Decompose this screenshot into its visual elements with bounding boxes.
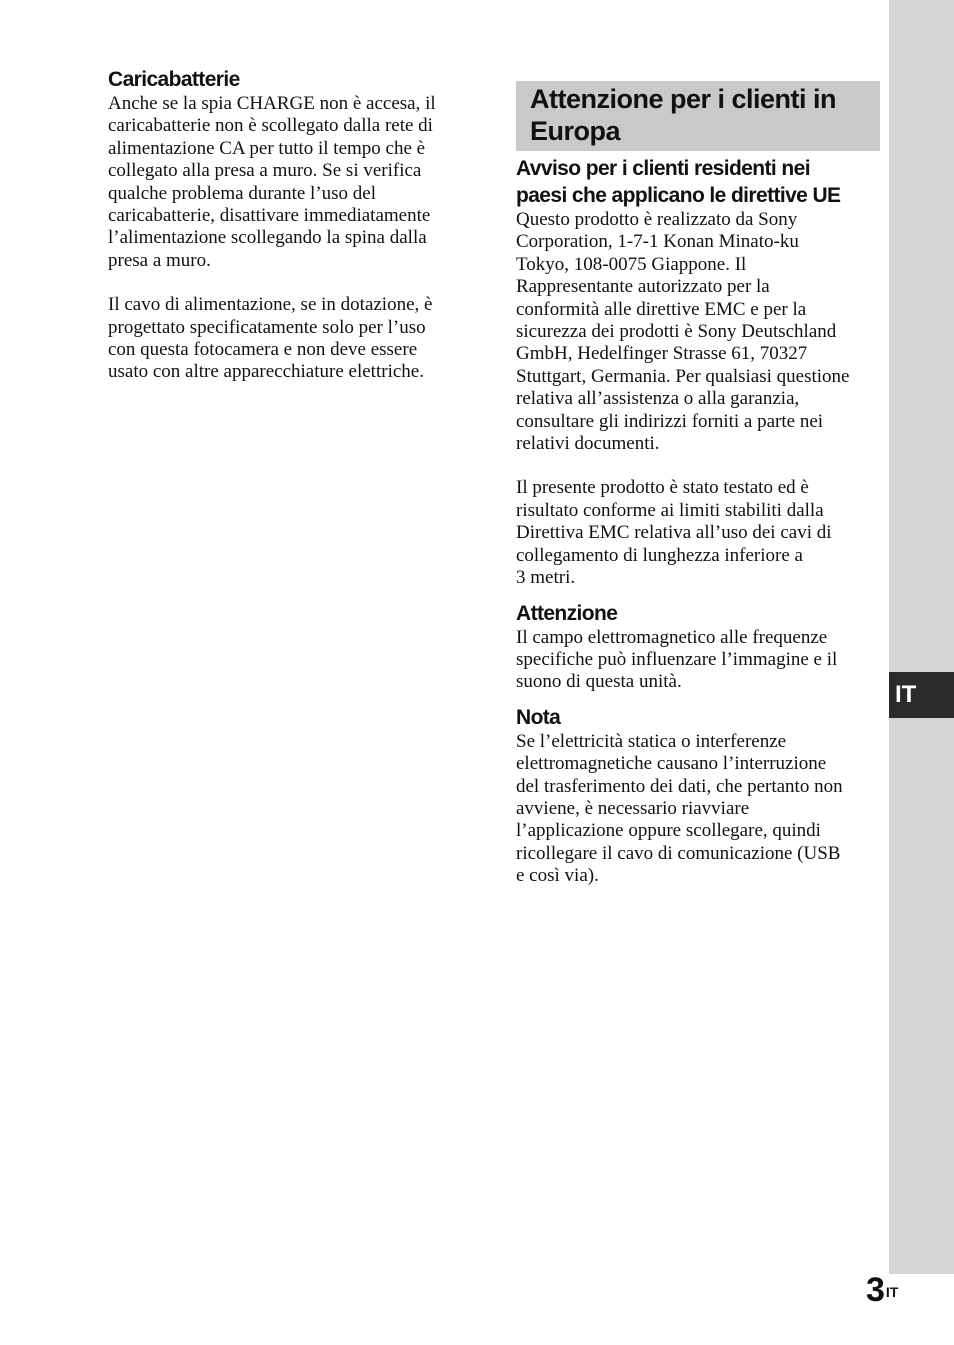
nota-heading: Nota	[516, 705, 561, 729]
language-tab: IT	[889, 672, 954, 718]
page-number-suffix: IT	[885, 1284, 899, 1300]
left-column	[108, 66, 478, 384]
page-number	[866, 1270, 898, 1310]
right-column	[516, 155, 881, 888]
attenzione-heading: Attenzione	[516, 601, 618, 625]
caricabatterie-heading: Caricabatterie	[108, 68, 240, 91]
eu-notice-paragraph-2: Il presente prodotto è stato testato ed è risultato conforme ai limiti stabiliti dalla Direttiva EMC relativa all’uso dei cavi di collegamento di lunghezza inferiore a 3 metri.	[516, 477, 832, 589]
section-banner: Attenzione per i clienti in Europa	[516, 81, 880, 151]
sidebar-strip	[889, 0, 954, 1274]
eu-notice-heading: Avviso per i clienti residenti nei paesi che applicano le direttive UE	[516, 157, 841, 207]
nota-paragraph: Se l’elettricità statica o interferenze elettromagnetiche causano l’interruzione del trasferimento dei dati, che pertanto non avviene, è necessario riavviare l’applicazione oppure scollegare, quindi ricollegare il cavo di comunicazione (USB e così via).	[516, 730, 843, 887]
page-number-digit: 3	[866, 1271, 885, 1309]
attenzione-paragraph: Il campo elettromagnetico alle frequenze specifiche può influenzare l’immagine e il suono di questa unità.	[516, 626, 838, 693]
caricabatterie-paragraph-2: Il cavo di alimentazione, se in dotazione, è progettato specificatamente solo per l’uso con questa fotocamera e non deve essere usato con altre apparecchiature elettriche.	[108, 294, 433, 383]
caricabatterie-paragraph-1: Anche se la spia CHARGE non è accesa, il caricabatterie non è scollegato dalla rete di alimentazione CA per tutto il tempo che è collegato alla presa a muro. Se si verifica qualche problema durante l’uso del caricabatterie, disattivare immediatamente l’alimentazione scollegando la spina dalla presa a muro.	[108, 93, 436, 271]
eu-notice-paragraph-1: Questo prodotto è realizzato da Sony Corporation, 1-7-1 Konan Minato-ku Tokyo, 108-0075 Giappone. Il Rappresentante autorizzato per la conformità alle direttive EMC e per la sicurezza dei prodotti è Sony Deutschland GmbH, Hedelfinger Strasse 61, 70327 Stuttgart, Germania. Per qualsiasi questione relativa all’assistenza o alla garanzia, consultare gli indirizzi forniti a parte nei relativi documenti.	[516, 209, 850, 455]
